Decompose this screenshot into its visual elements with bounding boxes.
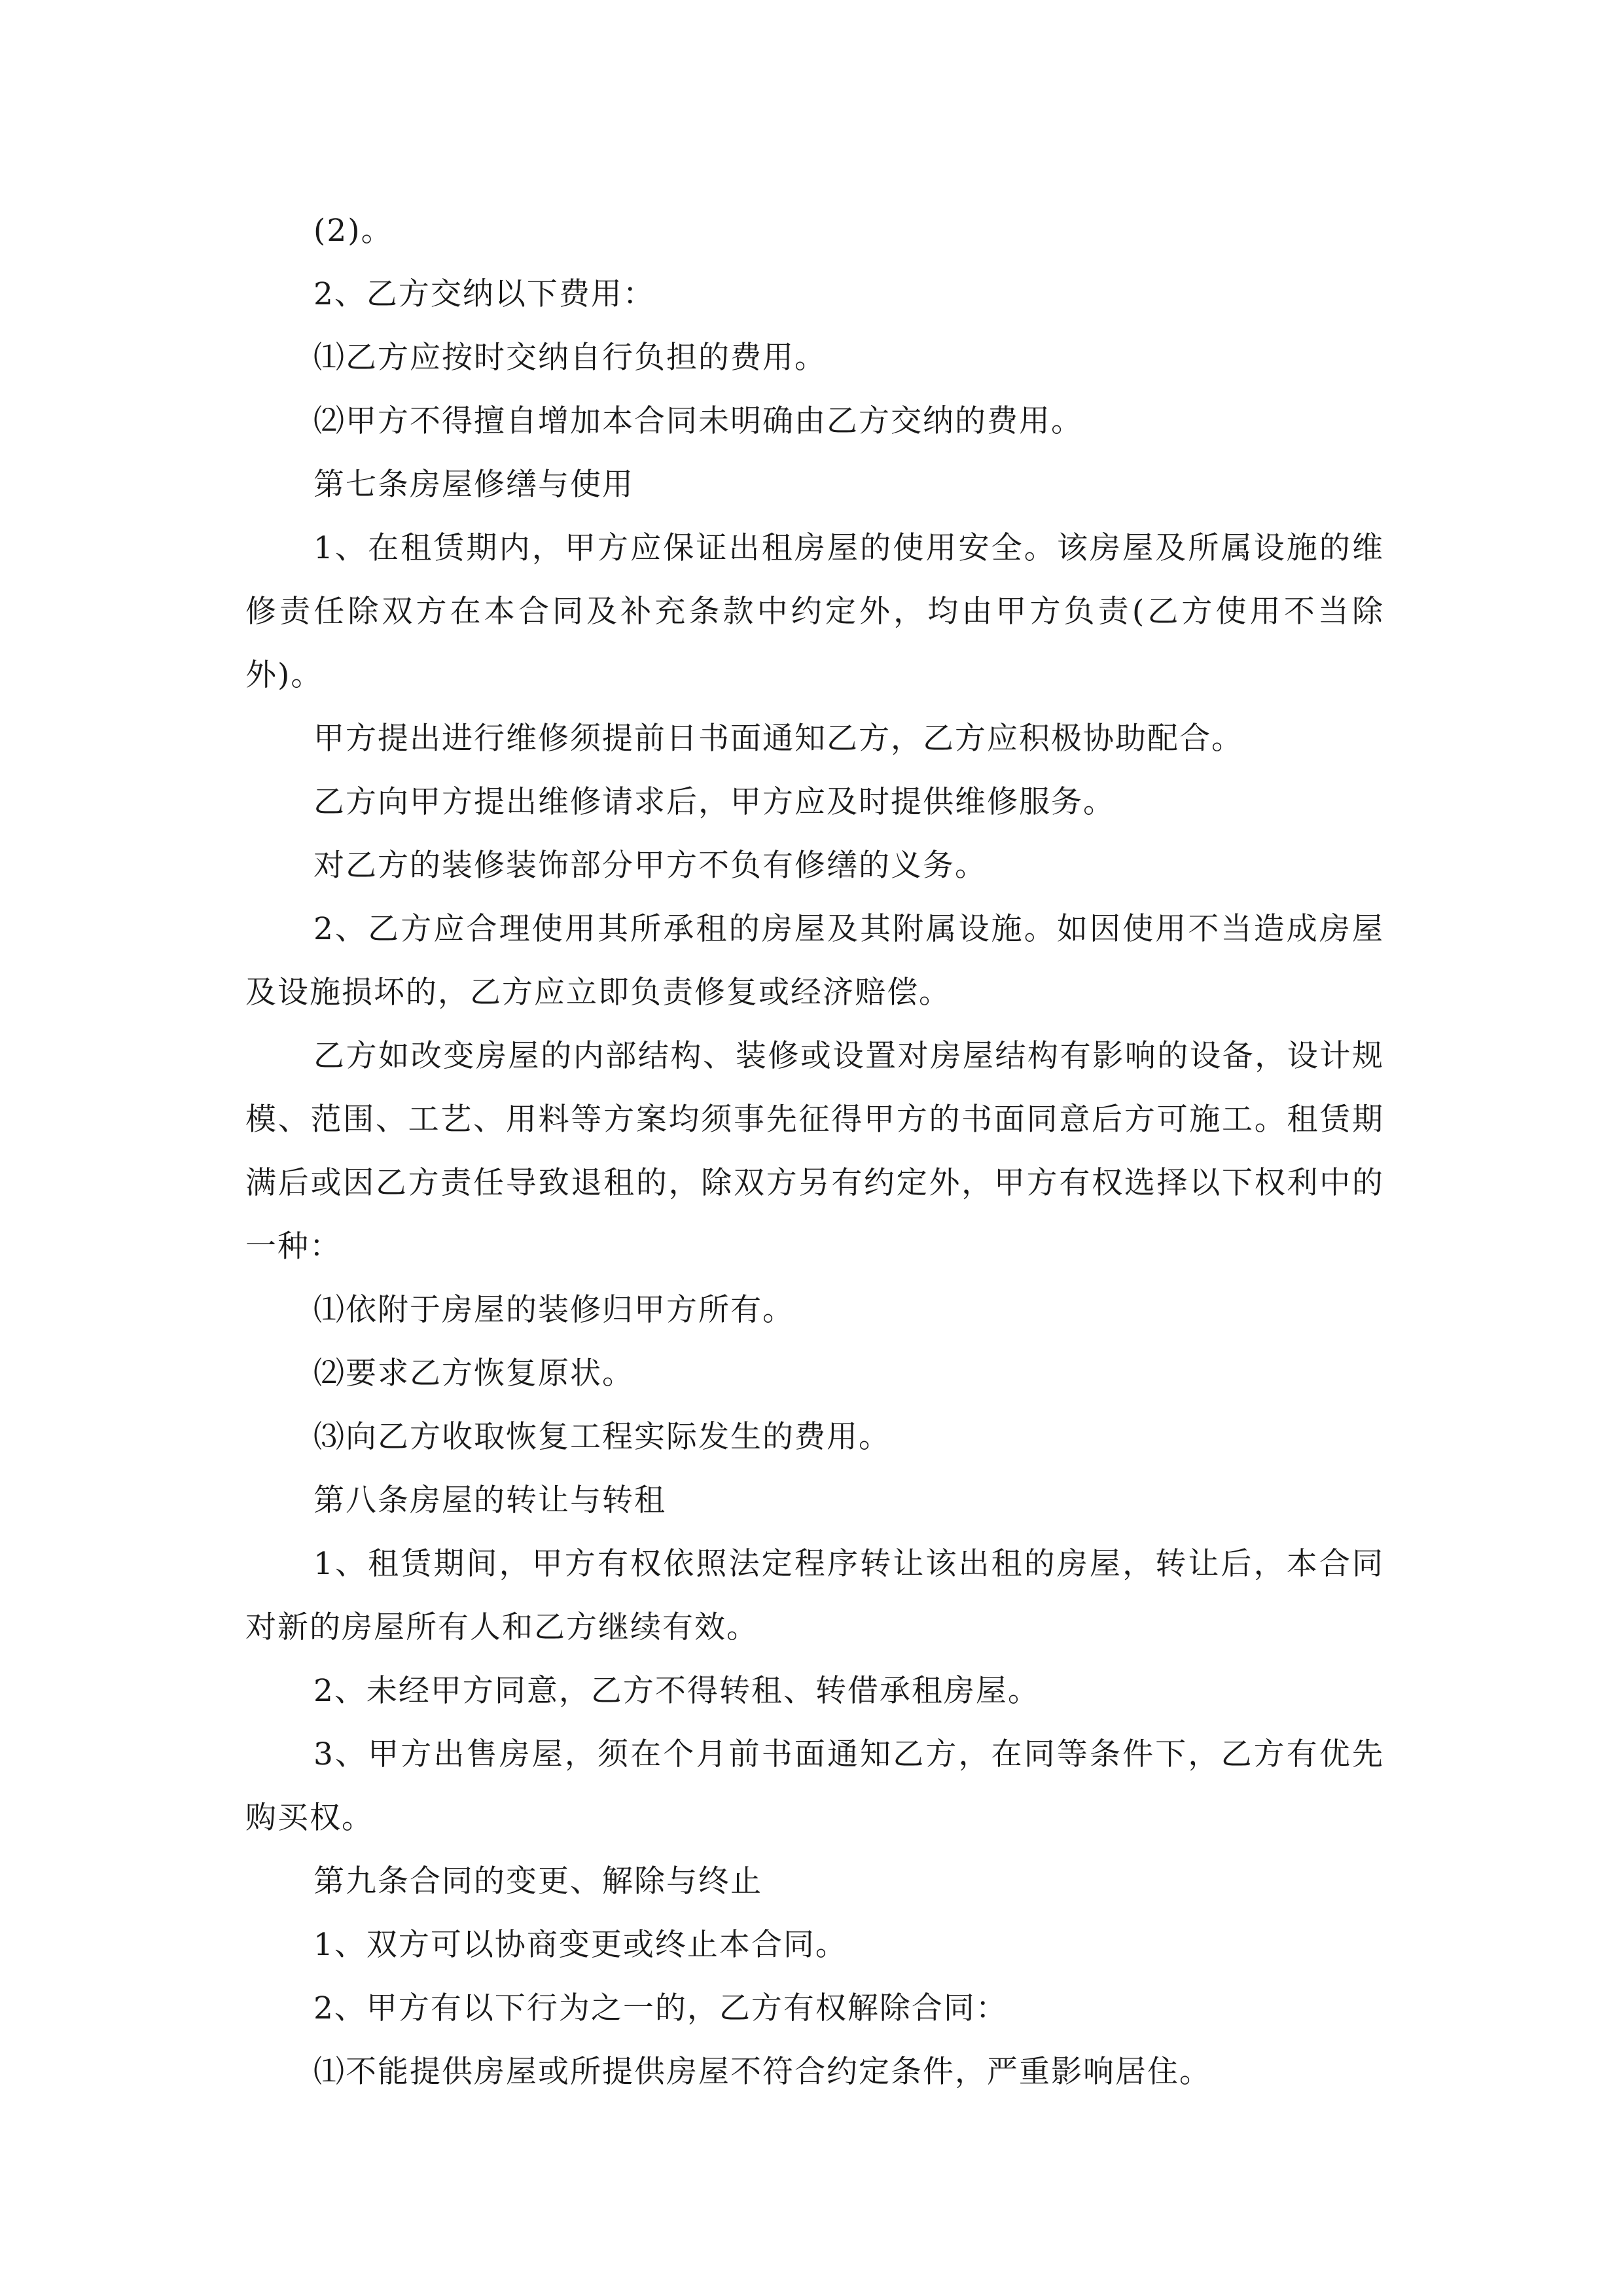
paragraph: 甲方提出进行维修须提前日书面通知乙方，乙方应积极协助配合。 [313,721,1243,757]
paragraph: ⑴乙方应按时交纳自行负担的费用。 [313,340,827,376]
paragraph: ⑵甲方不得擅自增加本合同未明确由乙方交纳的费用。 [313,403,1083,439]
paragraph: 3、甲方出售房屋，须在个月前书面通知乙方，在同等条件下，乙方有优先购买权。 [245,1736,1384,1836]
paragraph: ⑶向乙方收取恢复工程实际发生的费用。 [313,1419,891,1455]
paragraph: 第七条房屋修缮与使用 [313,467,634,503]
paragraph: 第八条房屋的转让与转租 [313,1482,666,1518]
paragraph: 2、甲方有以下行为之一的，乙方有权解除合同： [313,1990,1008,2026]
paragraph: ⑴不能提供房屋或所提供房屋不符合约定条件，严重影响居住。 [313,2054,1211,2090]
paragraph: 1、租赁期间，甲方有权依照法定程序转让该出租的房屋，转让后，本合同对新的房屋所有人和乙方继续有效。 [245,1546,1384,1645]
paragraph: 2、乙方应合理使用其所承租的房屋及其附属设施。如因使用不当造成房屋及设施损坏的，乙方应立即负责修复或经济赔偿。 [245,911,1384,1011]
paragraph: 第九条合同的变更、解除与终止 [313,1863,762,1899]
paragraph: (2)。 [313,213,393,249]
paragraph: 乙方如改变房屋的内部结构、装修或设置对房屋结构有影响的设备，设计规模、范围、工艺、用料等方案均须事先征得甲方的书面同意后方可施工。租赁期满后或因乙方责任导致退租的，除双方另有约定外，甲方有权选择以下权利中的一种： [245,1038,1384,1265]
document-body [245,199,1384,2104]
paragraph: 2、未经甲方同意，乙方不得转租、转借承租房屋。 [313,1673,1040,1709]
paragraph: 对乙方的装修装饰部分甲方不负有修缮的义务。 [313,848,987,884]
paragraph: 1、在租赁期内，甲方应保证出租房屋的使用安全。该房屋及所属设施的维修责任除双方在本合同及补充条款中约定外，均由甲方负责(乙方使用不当除外)。 [245,530,1384,693]
paragraph: 2、乙方交纳以下费用： [313,276,655,312]
paragraph: ⑵要求乙方恢复原状。 [313,1355,634,1391]
paragraph: 1、双方可以协商变更或终止本合同。 [313,1927,847,1963]
paragraph: ⑴依附于房屋的装修归甲方所有。 [313,1292,794,1328]
paragraph: 乙方向甲方提出维修请求后，甲方应及时提供维修服务。 [313,784,1115,820]
